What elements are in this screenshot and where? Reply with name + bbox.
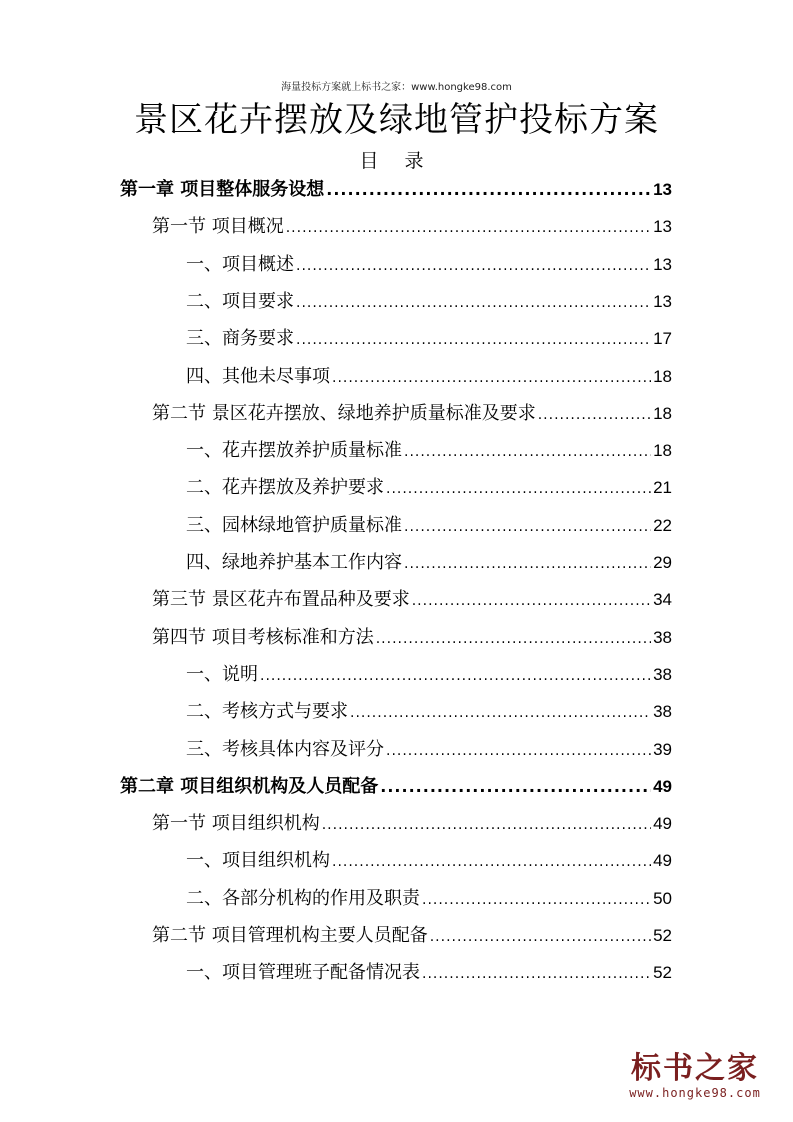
toc-leader-dots xyxy=(332,370,651,386)
toc-entry-label: 第一章 项目整体服务设想 xyxy=(120,179,325,200)
toc-entry[interactable] xyxy=(186,697,672,725)
toc-leader-dots xyxy=(380,777,651,796)
toc-entry-page: 38 xyxy=(653,702,672,722)
toc-leader-dots xyxy=(404,556,651,572)
toc-entry-label: 一、项目概述 xyxy=(186,253,294,275)
toc-leader-dots xyxy=(538,407,651,423)
toc-entry[interactable] xyxy=(152,212,672,240)
document-title: 景区花卉摆放及绿地管护投标方案 xyxy=(134,100,659,140)
toc-entry[interactable] xyxy=(186,362,672,390)
toc-entry-label: 第二节 项目管理机构主要人员配备 xyxy=(152,925,428,946)
toc-entry-page: 52 xyxy=(653,926,672,945)
toc-leader-dots xyxy=(386,481,651,497)
toc-leader-dots xyxy=(322,817,651,833)
toc-entry-label: 三、商务要求 xyxy=(186,328,294,350)
toc-leader-dots xyxy=(404,519,651,535)
toc-leader-dots xyxy=(286,220,651,236)
toc-entry[interactable] xyxy=(186,660,672,688)
toc-entry[interactable] xyxy=(186,884,672,912)
toc-entry-page: 38 xyxy=(653,627,672,647)
toc-leader-dots xyxy=(260,668,651,684)
toc-entry[interactable] xyxy=(152,809,672,837)
toc-entry-page: 49 xyxy=(653,814,672,834)
header-note: 海量投标方案就上标书之家：www.hongke98.com xyxy=(281,82,512,93)
toc-entry-page: 39 xyxy=(653,739,672,759)
toc-entry-label: 第一节 项目概况 xyxy=(152,216,284,238)
toc-entry[interactable] xyxy=(186,324,672,352)
toc-entry-label: 第二章 项目组织机构及人员配备 xyxy=(120,775,379,797)
toc-entry-page: 18 xyxy=(653,403,672,423)
toc-entry-label: 第四节 项目考核标准和方法 xyxy=(152,626,374,648)
toc-entry-label: 二、考核方式与要求 xyxy=(186,701,348,723)
toc-entry-label: 四、绿地养护基本工作内容 xyxy=(186,552,402,573)
toc-entry-page: 13 xyxy=(653,217,672,237)
toc-entry-label: 二、花卉摆放及养护要求 xyxy=(186,477,384,499)
toc-entry-label: 三、园林绿地管护质量标准 xyxy=(186,514,402,536)
toc-entry-label: 一、说明 xyxy=(186,663,258,685)
toc-leader-dots xyxy=(296,295,651,311)
logo-url: www.hongke98.com xyxy=(629,1086,761,1100)
toc-entry-page: 21 xyxy=(653,478,672,498)
toc-entry-label: 四、其他未尽事项 xyxy=(186,365,330,387)
toc-entry[interactable] xyxy=(186,250,672,278)
toc-entry[interactable] xyxy=(120,772,672,800)
toc-entry-page: 13 xyxy=(653,180,672,199)
toc-entry[interactable] xyxy=(186,548,672,576)
toc-heading: 目 录 xyxy=(359,150,434,172)
toc-leader-dots xyxy=(386,743,651,759)
toc-leader-dots xyxy=(422,892,651,908)
toc-entry-label: 二、项目要求 xyxy=(186,290,294,312)
toc-entry[interactable] xyxy=(186,511,672,539)
toc-entry[interactable] xyxy=(186,436,672,464)
toc-entry[interactable] xyxy=(152,585,672,613)
toc-entry[interactable] xyxy=(186,958,672,986)
toc-entry[interactable] xyxy=(152,399,672,427)
toc-entry-label: 第一节 项目组织机构 xyxy=(152,813,320,835)
toc-entry[interactable] xyxy=(186,846,672,874)
toc-entry[interactable] xyxy=(120,175,672,203)
toc-entry-page: 38 xyxy=(653,664,672,684)
toc-entry[interactable] xyxy=(152,921,672,949)
toc-entry[interactable] xyxy=(152,623,672,651)
toc-entry-page: 49 xyxy=(653,851,672,871)
toc-entry-page: 49 xyxy=(653,776,672,796)
toc-entry-label: 三、考核具体内容及评分 xyxy=(186,738,384,760)
toc-entry-page: 13 xyxy=(653,291,672,311)
toc-entry-label: 一、项目管理班子配备情况表 xyxy=(186,962,420,984)
toc-entry[interactable] xyxy=(186,735,672,763)
toc-entry-page: 18 xyxy=(653,366,672,386)
logo-mark: 标书之家 xyxy=(631,1051,759,1086)
toc-entry-label: 第三节 景区花卉布置品种及要求 xyxy=(152,589,410,611)
toc-entry-page: 17 xyxy=(653,329,672,349)
toc-leader-dots xyxy=(296,332,651,348)
toc-leader-dots xyxy=(326,180,651,199)
toc-entry-label: 一、项目组织机构 xyxy=(186,850,330,872)
toc-leader-dots xyxy=(412,593,651,609)
toc-leader-dots xyxy=(350,705,651,721)
toc-entry-page: 18 xyxy=(653,441,672,461)
toc-leader-dots xyxy=(422,966,651,982)
toc-entry-page: 52 xyxy=(653,963,672,983)
toc-leader-dots xyxy=(404,444,651,460)
toc-leader-dots xyxy=(296,258,651,274)
logo xyxy=(615,1052,775,1100)
toc-entry-page: 22 xyxy=(653,515,672,535)
toc-entry-label: 第二节 景区花卉摆放、绿地养护质量标准及要求 xyxy=(152,402,536,424)
toc-leader-dots xyxy=(376,631,651,647)
toc-entry[interactable] xyxy=(186,473,672,501)
toc-leader-dots xyxy=(430,929,651,945)
toc-entry-page: 50 xyxy=(653,888,672,908)
toc-entry-page: 13 xyxy=(653,254,672,274)
toc-entry-page: 29 xyxy=(653,553,672,572)
toc-entry-label: 一、花卉摆放养护质量标准 xyxy=(186,440,402,462)
toc-entry-label: 二、各部分机构的作用及职责 xyxy=(186,887,420,909)
toc-entry-page: 34 xyxy=(653,590,672,610)
toc-leader-dots xyxy=(332,854,651,870)
toc-entry[interactable] xyxy=(186,287,672,315)
